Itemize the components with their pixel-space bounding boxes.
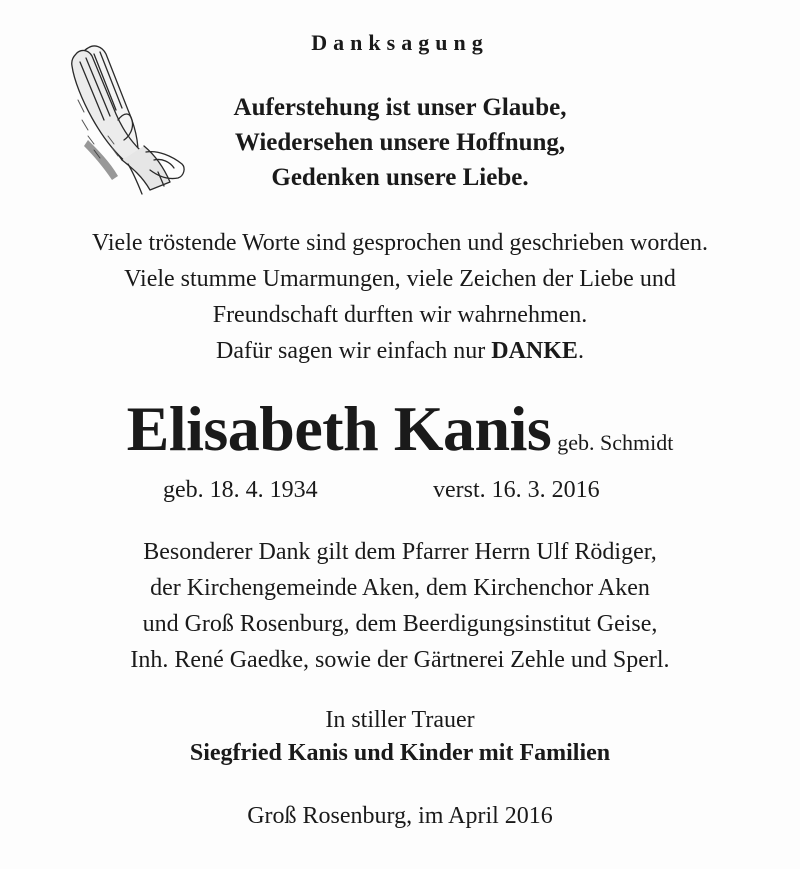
deceased-name: Elisabeth Kanis <box>126 393 552 464</box>
intro-line <box>0 333 800 369</box>
intro-line-prefix: Dafür sagen wir einfach nur <box>216 338 492 364</box>
thanks-text <box>0 534 800 678</box>
intro-line: Freundschaft durften wir wahrnehmen. <box>212 302 588 328</box>
thanks-line: Besonderer Dank gilt dem Pfarrer Herrn Ulf Rödiger, <box>143 539 657 565</box>
danke-word: DANKE <box>491 338 578 364</box>
intro-line: Viele stumme Umarmungen, viele Zeichen der Liebe und <box>124 266 676 292</box>
mourners: Siegfried Kanis und Kinder mit Familien <box>189 740 611 766</box>
motto-line: Auferstehung ist unser Glaube, <box>233 94 567 121</box>
thanks-line: der Kirchengemeinde Aken, dem Kirchenchor Aken <box>150 575 650 601</box>
birth-name: geb. Schmidt <box>557 430 674 455</box>
praying-hands-icon <box>58 40 190 198</box>
place-date: Groß Rosenburg, im April 2016 <box>247 803 553 829</box>
motto-line: Wiedersehen unsere Hoffnung, <box>234 129 566 156</box>
intro-line: Viele tröstende Worte sind gesprochen und geschrieben worden. <box>92 230 708 256</box>
thanks-line: Inh. René Gaedke, sowie der Gärtnerei Zehle und Sperl. <box>130 647 670 673</box>
intro-line-suffix: . <box>577 338 584 364</box>
deceased-name-line <box>0 392 800 466</box>
motto-block <box>200 90 600 195</box>
thanks-line: und Groß Rosenburg, dem Beerdigungsinstitut Geise, <box>142 611 658 637</box>
death-date: verst. 16. 3. 2016 <box>433 477 600 503</box>
mourning-block <box>0 704 800 770</box>
mourning-label: In stiller Trauer <box>325 707 475 733</box>
heading: Danksagung <box>311 30 489 55</box>
birth-date: geb. 18. 4. 1934 <box>163 477 318 503</box>
intro-text <box>0 225 800 369</box>
motto-line: Gedenken unsere Liebe. <box>271 164 529 191</box>
